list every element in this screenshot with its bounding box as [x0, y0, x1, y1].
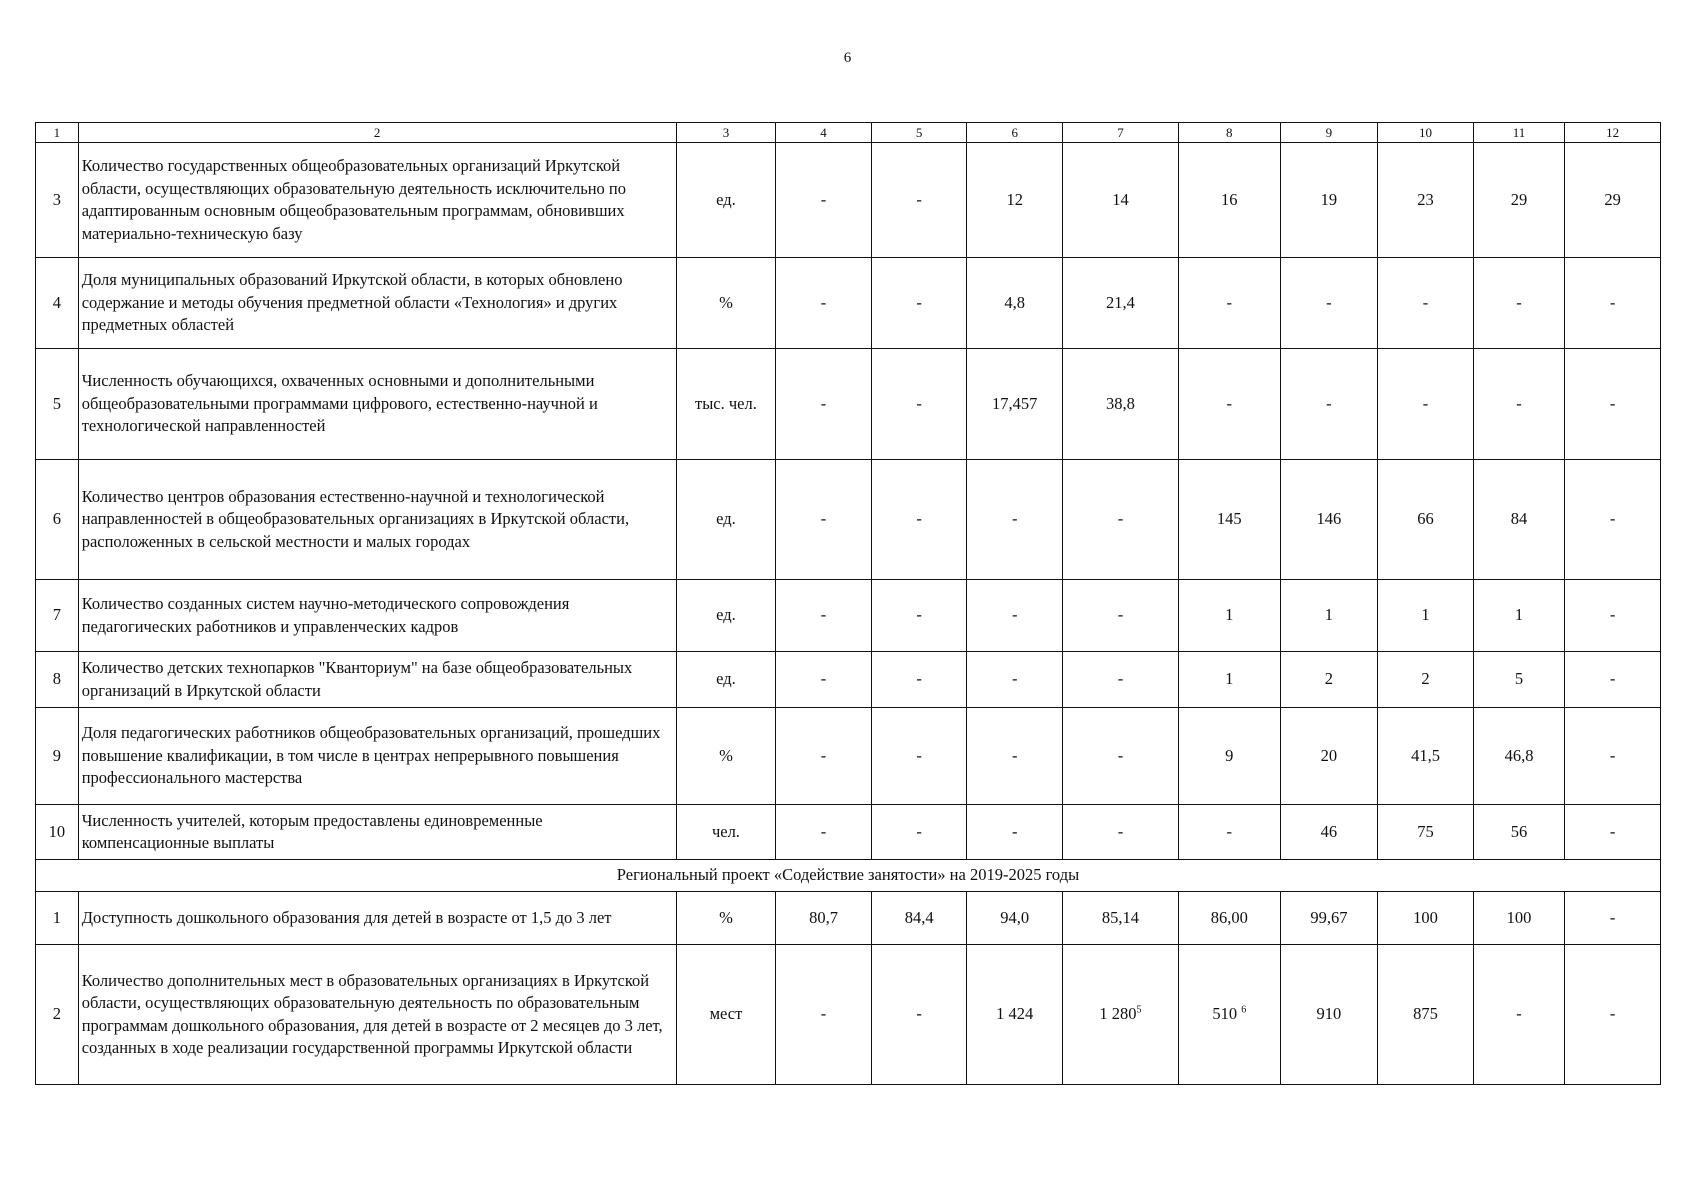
value-cell: 1 [1178, 652, 1280, 708]
table-row [36, 460, 1661, 580]
value-cell: 875 [1378, 945, 1474, 1085]
table-row [36, 945, 1661, 1085]
value-cell: 21,4 [1063, 258, 1179, 349]
value-cell: - [1178, 805, 1280, 860]
value-cell: - [776, 652, 872, 708]
column-header: 9 [1280, 123, 1378, 143]
section-row [36, 860, 1661, 892]
value-cell: - [967, 708, 1063, 805]
value-cell: 14 [1063, 143, 1179, 258]
value-cell: 12 [967, 143, 1063, 258]
column-header: 5 [871, 123, 967, 143]
table-row [36, 143, 1661, 258]
unit-cell: чел. [676, 805, 776, 860]
column-header: 10 [1378, 123, 1474, 143]
value-cell: - [776, 143, 872, 258]
column-header: 11 [1473, 123, 1565, 143]
table-row [36, 805, 1661, 860]
indicators-table [35, 122, 1661, 1085]
column-header: 7 [1063, 123, 1179, 143]
value-cell: - [1178, 349, 1280, 460]
value-cell: - [967, 652, 1063, 708]
value-cell: - [1063, 708, 1179, 805]
value-cell: - [1565, 460, 1661, 580]
column-header: 8 [1178, 123, 1280, 143]
value-cell: - [1063, 652, 1179, 708]
unit-cell: ед. [676, 460, 776, 580]
value-cell: - [1063, 580, 1179, 652]
value-cell: 100 [1378, 892, 1474, 945]
value-cell: 1 [1280, 580, 1378, 652]
column-header: 12 [1565, 123, 1661, 143]
value-cell: 910 [1280, 945, 1378, 1085]
row-number: 1 [36, 892, 79, 945]
indicator-description: Численность обучающихся, охваченных основными и дополнительными общеобразовательными программами цифрового, естественно-научной и технологической направленностей [78, 349, 676, 460]
indicator-description: Доля педагогических работников общеобразовательных организаций, прошедших повышение квалификации, в том числе в центрах непрерывного повышения профессионального мастерства [78, 708, 676, 805]
value-cell: 17,457 [967, 349, 1063, 460]
value-cell: 94,0 [967, 892, 1063, 945]
value-cell: - [776, 258, 872, 349]
value-cell: 99,67 [1280, 892, 1378, 945]
value-text: 510 [1212, 1004, 1238, 1024]
indicator-description: Доступность дошкольного образования для детей в возрасте от 1,5 до 3 лет [78, 892, 676, 945]
value-cell: - [1565, 258, 1661, 349]
value-cell: 9 [1178, 708, 1280, 805]
row-number: 5 [36, 349, 79, 460]
value-text: 1 280 [1099, 1004, 1137, 1024]
indicator-description: Количество центров образования естественно-научной и технологической направленностей в общеобразовательных организациях в Иркутской области, расположенных в сельской местности и малых городах [78, 460, 676, 580]
indicator-description: Количество созданных систем научно-методического сопровождения педагогических работников и управленческих кадров [78, 580, 676, 652]
value-cell: 56 [1473, 805, 1565, 860]
value-cell: - [776, 349, 872, 460]
value-cell: - [871, 580, 967, 652]
value-cell: 1 [1473, 580, 1565, 652]
column-header: 4 [776, 123, 872, 143]
value-cell: - [871, 143, 967, 258]
value-cell: 1 [1178, 580, 1280, 652]
value-cell: - [1565, 805, 1661, 860]
value-cell: - [967, 460, 1063, 580]
value-cell: - [1378, 258, 1474, 349]
value-cell: 4,8 [967, 258, 1063, 349]
indicator-description: Количество детских технопарков "Кванториум" на базе общеобразовательных организаций в Иркутской области [78, 652, 676, 708]
value-cell: 86,00 [1178, 892, 1280, 945]
value-cell: 75 [1378, 805, 1474, 860]
value-cell: - [1280, 258, 1378, 349]
value-cell: - [1473, 349, 1565, 460]
column-number-header-row [36, 123, 1661, 143]
value-cell: 2 [1280, 652, 1378, 708]
value-cell: 23 [1378, 143, 1474, 258]
row-number: 2 [36, 945, 79, 1085]
value-cell [1063, 945, 1179, 1085]
value-cell: - [871, 805, 967, 860]
value-cell: - [871, 258, 967, 349]
value-cell: 19 [1280, 143, 1378, 258]
table-row [36, 708, 1661, 805]
value-cell: - [871, 945, 967, 1085]
value-cell: 1 [1378, 580, 1474, 652]
table-row [36, 892, 1661, 945]
unit-cell: ед. [676, 652, 776, 708]
value-cell: - [776, 580, 872, 652]
value-cell: 5 [1473, 652, 1565, 708]
value-cell: - [1565, 652, 1661, 708]
value-cell: - [967, 805, 1063, 860]
value-cell: 80,7 [776, 892, 872, 945]
value-cell: 84 [1473, 460, 1565, 580]
row-number: 10 [36, 805, 79, 860]
value-cell: 46 [1280, 805, 1378, 860]
value-cell: - [871, 652, 967, 708]
value-cell: - [1565, 349, 1661, 460]
value-cell: - [1473, 258, 1565, 349]
value-cell: - [1565, 580, 1661, 652]
value-cell: - [1565, 708, 1661, 805]
value-cell: 16 [1178, 143, 1280, 258]
value-cell: 84,4 [871, 892, 967, 945]
row-number: 8 [36, 652, 79, 708]
unit-cell: ед. [676, 143, 776, 258]
value-cell: - [1178, 258, 1280, 349]
value-cell: 41,5 [1378, 708, 1474, 805]
value-cell: - [1280, 349, 1378, 460]
value-cell: - [776, 945, 872, 1085]
value-cell: 66 [1378, 460, 1474, 580]
value-cell: - [871, 460, 967, 580]
row-number: 6 [36, 460, 79, 580]
row-number: 3 [36, 143, 79, 258]
value-cell: 2 [1378, 652, 1474, 708]
value-cell: 46,8 [1473, 708, 1565, 805]
unit-cell: % [676, 258, 776, 349]
value-cell: 1 424 [967, 945, 1063, 1085]
page-number: 6 [843, 50, 852, 66]
table-row [36, 652, 1661, 708]
value-cell: - [1565, 945, 1661, 1085]
value-cell: - [871, 349, 967, 460]
row-number: 7 [36, 580, 79, 652]
row-number: 9 [36, 708, 79, 805]
value-cell: 85,14 [1063, 892, 1179, 945]
row-number: 4 [36, 258, 79, 349]
table-row [36, 258, 1661, 349]
value-cell: - [1473, 945, 1565, 1085]
value-cell: - [871, 708, 967, 805]
indicator-description: Численность учителей, которым предоставлены единовременные компенсационные выплаты [78, 805, 676, 860]
value-cell: 146 [1280, 460, 1378, 580]
value-cell: 145 [1178, 460, 1280, 580]
table-row [36, 580, 1661, 652]
value-cell: 38,8 [1063, 349, 1179, 460]
unit-cell: % [676, 892, 776, 945]
column-header: 2 [78, 123, 676, 143]
value-cell: - [776, 805, 872, 860]
indicator-description: Количество государственных общеобразовательных организаций Иркутской области, осуществляющих образовательную деятельность исключительно по адаптированным основным общеобразовательным программам, обновивших материально-техническую базу [78, 143, 676, 258]
column-header: 3 [676, 123, 776, 143]
value-cell: 29 [1565, 143, 1661, 258]
column-header: 6 [967, 123, 1063, 143]
table-row [36, 349, 1661, 460]
value-cell: - [1565, 892, 1661, 945]
column-header: 1 [36, 123, 79, 143]
section-title: Региональный проект «Содействие занятости» на 2019-2025 годы [36, 860, 1661, 892]
value-cell: - [1063, 460, 1179, 580]
value-cell: - [776, 460, 872, 580]
unit-cell: тыс. чел. [676, 349, 776, 460]
value-cell: - [967, 580, 1063, 652]
unit-cell: % [676, 708, 776, 805]
footnote-mark: 5 [1136, 1004, 1142, 1016]
indicator-description: Доля муниципальных образований Иркутской области, в которых обновлено содержание и методы обучения предметной области «Технология» и других предметных областей [78, 258, 676, 349]
value-cell: - [1063, 805, 1179, 860]
unit-cell: мест [676, 945, 776, 1085]
value-cell: 100 [1473, 892, 1565, 945]
unit-cell: ед. [676, 580, 776, 652]
value-cell: - [1378, 349, 1474, 460]
value-cell: - [776, 708, 872, 805]
value-cell [1178, 945, 1280, 1085]
value-cell: 20 [1280, 708, 1378, 805]
footnote-mark: 6 [1241, 1004, 1247, 1016]
indicator-description: Количество дополнительных мест в образовательных организациях в Иркутской области, осуществляющих образовательную деятельность по образовательным программам дошкольного образования, для детей в возрасте от 2 месяцев до 3 лет, созданных в ходе реализации государственной программы Иркутской области [78, 945, 676, 1085]
value-cell: 29 [1473, 143, 1565, 258]
